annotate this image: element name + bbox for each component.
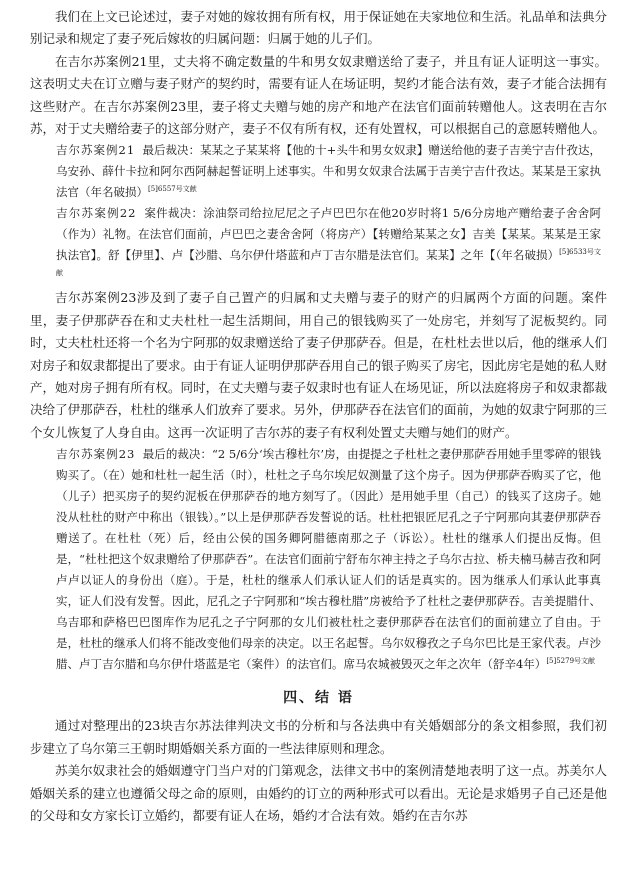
case-21-ref: [5]6557号文献 [148, 185, 197, 194]
case-22-label: 吉尔苏案例22 [56, 206, 137, 221]
case-21-label: 吉尔苏案例21 [56, 143, 136, 158]
case-23-body: 最后的裁决：“2 5/6分‘埃古穆杜尔’房，由提提之子杜杜之妻伊那萨吞用她手里零碎的银钱购买了。（在）她和杜杜一起生活（时），杜杜之子乌尔埃尼奴测量了这个房子。因为伊那萨吞购买了它，他（儿子）把买房子的契约泥板在伊那萨吞的地方刻写了。（因此）是用她手里（自己）的钱买了这房子。她没从杜杜的财产中称出（银钱）。”以上是伊那萨吞发誓说的话。杜杜把银匠尼孔之子宁阿那向其妻伊那萨吞赠送了。在杜杜（死）后，经由公侯的国务卿阿腊德南那之子（诉讼）。杜杜的继承人们提出反悔。但是，“杜杜把这个奴隶赠给了伊那萨吞”。在法官们面前宁舒布尔神主持之子乌尔古拉、桥夫楠马赫吉孜和阿卢卢以证人的身份出（庭）。于是，杜杜的继承人们承认证人们的话是真实的。因为继承人们承认此事真实，证人们没有发誓。因此，尼孔之子宁阿那和“埃古穆杜腊”房被给予了杜杜之妻伊那萨吞。吉美提腊什、乌吉耶和萨格巴巴图库作为尼孔之子宁阿那的女儿们被杜杜之妻伊那萨吞在法官们的面前建立了自由。于是，杜杜的继承人们将不能改变他们母亲的决定。以王名起誓。乌尔奴穆孜之子乌尔巴比是王家代表。卢沙腊、卢丁吉尔腊和乌尔伊什塔蓝是宅（案件）的法官们。席马农城被毁灭之年之次年（舒辛4年） [56, 447, 602, 672]
case-23-ref: [5]5279号文献 [546, 657, 596, 666]
case-22-body: 案件裁决：涂油祭司给拉尼尼之子卢巴巴尔在他20岁时将1 5/6分房地产赠给妻子舍舍阿（作为）礼物。在法官们面前，卢巴巴之妻舍舍阿（将房产）【转赠给某某之女】吉美【某某。某某是王家执法官】。舒【伊里】、卢【沙腊、乌尔伊什塔蓝和卢丁吉尔腊是法官们。某某】之年【（年名破损） [56, 206, 602, 263]
case-23-quote [30, 444, 607, 675]
paragraph-conclusion-intro: 通过对整理出的23块吉尔苏法律判决文书的分析和与各法典中有关婚姻部分的条文相参照，我们初步建立了乌尔第三王朝时期婚姻关系方面的一些法律原则和理念。 [30, 718, 607, 756]
paragraph-case23-analysis: 吉尔苏案例23涉及到了妻子自己置产的归属和丈夫赠与妻子的财产的归属两个方面的问题。案件里，妻子伊那萨吞在和丈夫杜杜一起生活期间，用自己的银钱购买了一处房宅，并刻写了泥板契约。同时，丈夫杜杜还将一个名为宁阿那的奴隶赠送给了妻子伊那萨吞。但是，在杜杜去世以后，他的继承人们对房子和奴隶都提出了要求。由于有证人证明伊那萨吞用自己的银子购买了房宅，因此房宅是她的私人财产，她对房子拥有所有权。同时，在丈夫赠与妻子奴隶时也有证人在场见证，所以法庭将房子和奴隶都裁决给了伊那萨吞，杜杜的继承人们放弃了要求。另外，伊那萨吞在法官们的面前，为她的奴隶宁阿那的三个女儿恢复了人身自由。这再一次证明了吉尔苏的妻子有权利处置丈夫赠与她们的财产。 [30, 290, 607, 440]
case-21-quote [30, 140, 607, 203]
paragraph-conclusion-marriage: 苏美尔奴隶社会的婚姻遵守门当户对的门第观念，法律文书中的案例清楚地表明了这一点。苏美尔人婚姻关系的建立也遵循父母之命的原则，由婚约的订立的两种形式可以看出。无论是求婚男子自己还是他的父母和女方家长订立婚约，都要有证人在场，婚约才合法有效。婚约在吉尔苏 [30, 763, 607, 823]
case-23-label: 吉尔苏案例23 [56, 447, 136, 462]
case-22-ref: [5]6533号文献 [56, 248, 601, 278]
paragraph-dowry-ownership: 我们在上文已论述过，妻子对她的嫁妆拥有所有权，用于保证她在夫家地位和生活。礼品单和法典分别记录和规定了妻子死后嫁妆的归属问题：归属于她的儿子们。 [30, 9, 607, 47]
case-21-body: 最后裁决：某某之子某某将【他的十+头牛和男女奴隶】赠送给他的妻子吉美宁吉什孜达，乌安孙、薛什卡拉和阿尔西阿赫起誓证明上述事实。牛和男女奴隶合法属于吉美宁吉什孜达。某某是王家执法官（年名破损） [56, 143, 602, 200]
section-heading-conclusion: 四、结 语 [283, 690, 354, 707]
paragraph-case21-analysis: 在吉尔苏案例21里，丈夫将不确定数量的牛和男女奴隶赠送给了妻子，并且有证人证明这一事实。这表明丈夫在订立赠与妻子财产的契约时，需要有证人在场证明，契约才能合法有效，妻子才能合法拥有这些财产。在吉尔苏案例23里，妻子将丈夫赠与她的房产和地产在法官们面前转赠他人。这表明在吉尔苏，对于丈夫赠给妻子的这部分财产，妻子不仅有所有权，还有处置权，可以根据自己的意愿转赠他人。 [30, 53, 607, 137]
case-22-quote [30, 203, 607, 287]
